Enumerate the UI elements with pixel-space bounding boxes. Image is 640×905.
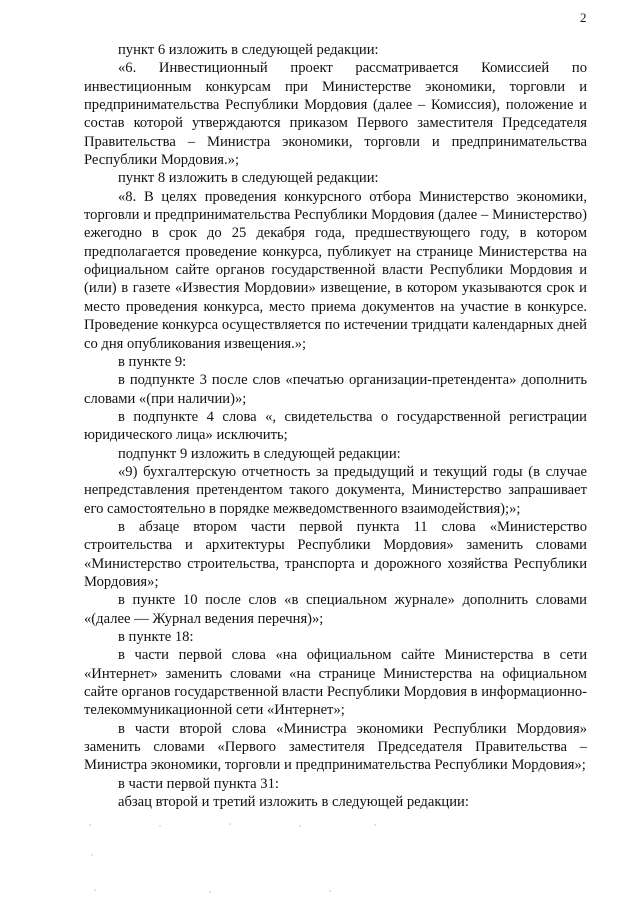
paragraph-item-10-amendment: в пункте 10 после слов «в специальном журнале» дополнить словами «(далее — Журнал ведения перечня)»; [84,592,587,627]
paragraph-amend-item-6-intro: пункт 6 изложить в следующей редакции: [118,42,379,58]
paragraph-item-18-intro: в пункте 18: [118,629,194,645]
paragraph-item-9-intro: в пункте 9: [118,353,187,370]
paragraph-subitem-9-text: «9) бухгалтерскую отчетность за предыдущий и текущий годы (в случае непредставления претендентом такого документа, Министерство запрашивает его самостоятельно в порядке межведомственного взаимодействия);»; [84,463,587,517]
paragraph-item-11-amendment: в абзаце втором части первой пункта 11 слова «Министерство строительства и архитектуры Республики Мордовия» заменить словами «Министерство строительства, транспорта и дорожного хозяйства Республики Мордовия»; [84,518,587,590]
paragraph-item-31-intro: в части первой пункта 31: [118,775,279,792]
paragraph-item-8-text: «8. В целях проведения конкурсного отбора Министерство экономики, торговли и предпринимательства Республики Мордовия (далее – Министерство) ежегодно в срок до 25 декабря года, предшествующего году, в котором предполагается проведение конкурса, публикует на странице Министерства на официальном сайте органов государственной власти Республики Мордовия и (или) в газете «Известия Мордовии» извещение, в котором указываются срок и место проведения конкурса, место приема документов на участие в конкурсе. Проведение конкурса осуществляется по истечении тридцати календарных дней со дня опубликования извещения.»; [84,188,587,352]
paragraph-item-18-part-2: в части второй слова «Министра экономики Республики Мордовия» заменить словами «Первого заместителя Председателя Правительства – Министра экономики, торговли и предпринимательства Республики Мордовия»; [84,720,587,774]
paragraph-amend-item-8-intro: пункт 8 изложить в следующей редакции: [118,170,379,187]
paragraph-subitem-9-intro: подпункт 9 изложить в следующей редакции: [118,445,401,462]
paragraph-item-18-part-1: в части первой слова «на официальном сайте Министерства в сети «Интернет» заменить словами «на странице Министерства на официальном сайте органов государственной власти Республики Мордовия в информационно-телекоммуникационной сети «Интернет»; [84,647,587,719]
page-number: 2 [580,10,587,25]
document-body [84,41,587,811]
paragraph-subitem-3: в подпункте 3 после слов «печатью организации-претендента» дополнить словами «(при наличии)»; [84,372,587,407]
paragraph-subitem-4: в подпункте 4 слова «, свидетельства о государственной регистрации юридического лица» исключить; [84,408,587,444]
paragraph-item-31-amendment: абзац второй и третий изложить в следующей редакции: [118,794,469,811]
paragraph-item-6-text: «6. Инвестиционный проект рассматривается Комиссией по инвестиционным конкурсам при Министерстве экономики, торговли и предпринимательства Республики Мордовия (далее – Комиссия), положение и состав которой утверждаются приказом Первого заместителя Председателя Правительства – Министра экономики, торговли и предпринимательства Республики Мордовия.»; [84,60,587,169]
